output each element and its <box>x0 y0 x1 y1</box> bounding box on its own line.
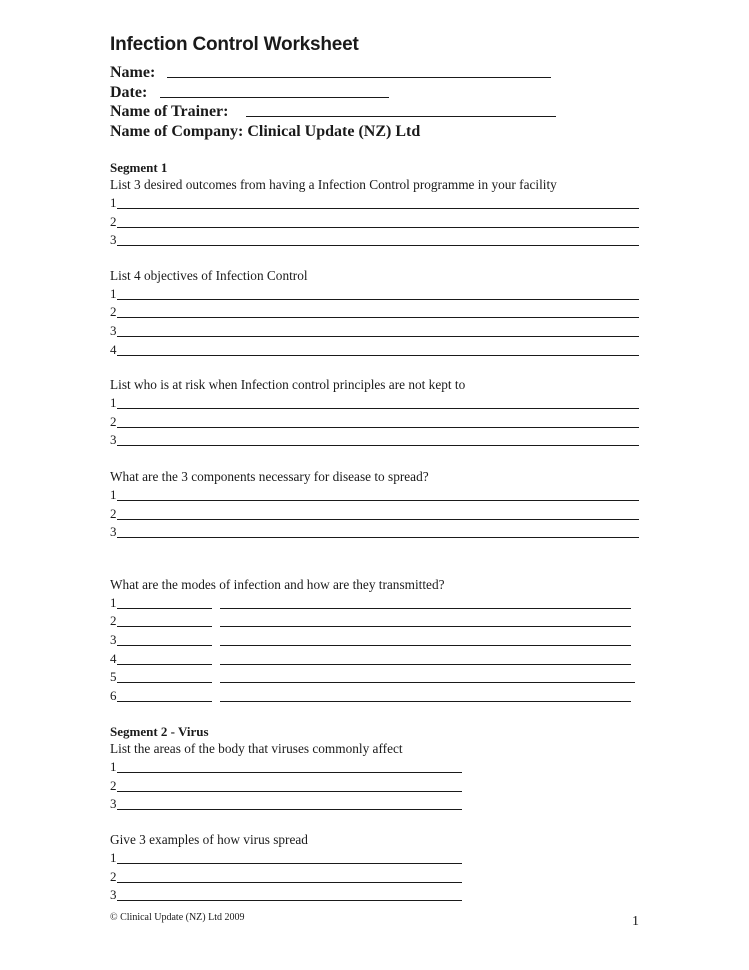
answer-line[interactable]: 2 <box>110 777 650 796</box>
page-title: Infection Control Worksheet <box>110 34 359 55</box>
answer-line[interactable]: 2 <box>110 868 650 887</box>
answer-line[interactable]: 1 <box>110 758 650 777</box>
answer-line[interactable]: 3 <box>110 795 650 814</box>
answer-line[interactable]: 1 <box>110 285 650 304</box>
answer-line[interactable]: 2 <box>110 303 650 322</box>
worksheet-page <box>110 33 650 905</box>
answer-line-pair[interactable]: 2 <box>110 612 650 631</box>
question-desired-outcomes: List 3 desired outcomes from having a Infection Control programme in your facility <box>110 177 557 192</box>
answer-line-pair[interactable]: 5 <box>110 668 650 687</box>
date-label: Date: <box>110 83 148 101</box>
answer-line-pair[interactable]: 1 <box>110 594 650 613</box>
answer-line[interactable]: 3 <box>110 886 650 905</box>
question-at-risk: List who is at risk when Infection control principles are not kept to <box>110 377 466 393</box>
answer-line[interactable]: 1 <box>110 394 650 413</box>
segment2-heading: Segment 2 - Virus <box>110 724 209 740</box>
question-objectives: List 4 objectives of Infection Control <box>110 267 308 283</box>
footer-copyright: © Clinical Update (NZ) Ltd 2009 <box>110 912 245 923</box>
trainer-label: Name of Trainer: <box>110 103 229 120</box>
answer-line[interactable]: 2 <box>110 413 650 432</box>
company-row <box>110 122 650 142</box>
answer-line[interactable]: 1 <box>110 849 650 868</box>
question-virus-spread: Give 3 examples of how virus spread <box>110 832 308 848</box>
question-components: What are the 3 components necessary for disease to spread? <box>110 468 429 484</box>
name-row <box>110 63 650 83</box>
answer-line[interactable]: 1 <box>110 486 650 505</box>
answer-line[interactable]: 2 <box>110 505 650 524</box>
answer-line[interactable]: 4 <box>110 341 650 360</box>
date-field[interactable] <box>160 83 389 98</box>
page-number: 1 <box>632 914 639 929</box>
date-row <box>110 83 650 103</box>
name-label: Name: <box>110 64 156 81</box>
trainer-row <box>110 102 650 122</box>
question-body-areas: List the areas of the body that viruses commonly affect <box>110 741 403 757</box>
trainer-field[interactable] <box>246 102 556 117</box>
name-field[interactable] <box>167 63 551 78</box>
answer-line[interactable]: 3 <box>110 431 650 450</box>
answer-line[interactable]: 1 <box>110 194 650 213</box>
question-modes: What are the modes of infection and how are they transmitted? <box>110 576 445 592</box>
answer-line-pair[interactable]: 4 <box>110 650 650 669</box>
answer-line[interactable]: 3 <box>110 231 650 250</box>
answer-line-pair[interactable]: 6 <box>110 687 650 706</box>
company-label: Name of Company: Clinical Update (NZ) Ltd <box>110 122 421 140</box>
answer-line[interactable]: 3 <box>110 523 650 542</box>
answer-line[interactable]: 3 <box>110 322 650 341</box>
answer-line[interactable]: 2 <box>110 213 650 232</box>
segment1-heading: Segment 1 <box>110 160 168 175</box>
answer-line-pair[interactable]: 3 <box>110 631 650 650</box>
